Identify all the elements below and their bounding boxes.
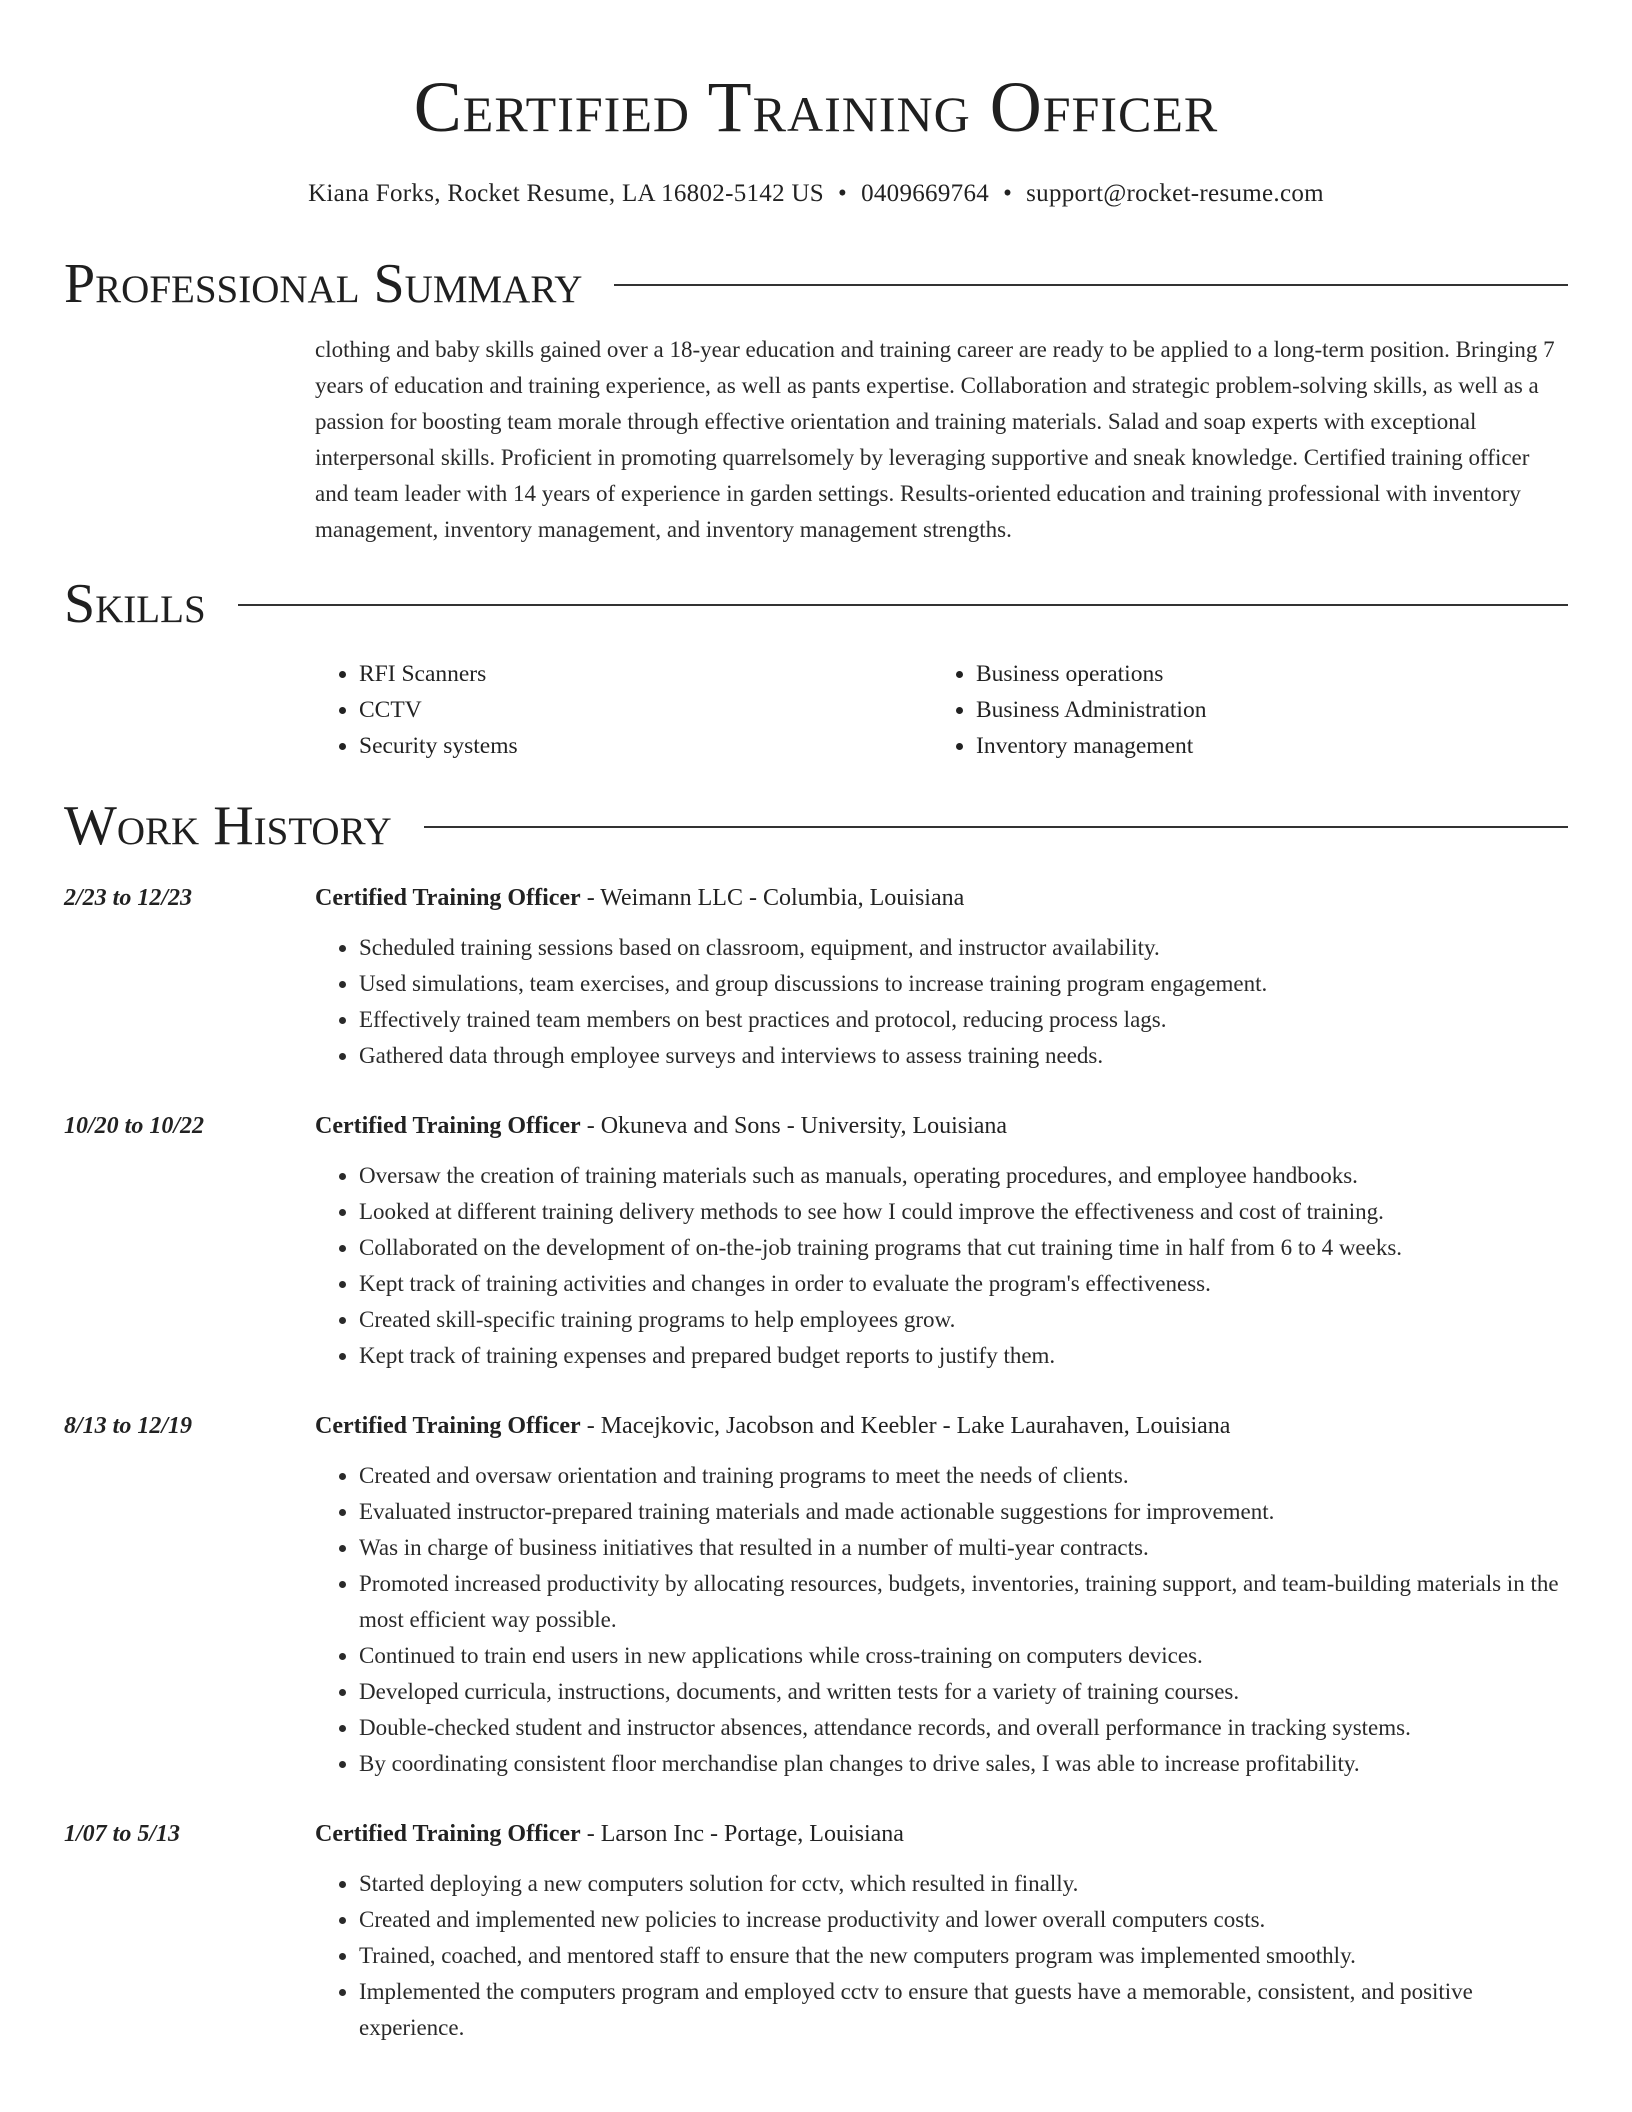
job-title-line	[315, 1408, 1568, 1444]
section-divider	[614, 284, 1568, 286]
skill-item: • Inventory management	[976, 728, 1549, 764]
skills-column-left	[315, 656, 932, 764]
skill-item: • Business Administration	[976, 692, 1549, 728]
job-dates: 1/07 to 5/13	[64, 1821, 181, 1847]
job-title-line	[315, 1108, 1568, 1144]
job-bullet: • Effectively trained team members on best practices and protocol, reducing process lags.	[359, 1002, 1568, 1038]
separator-dot: •	[838, 180, 848, 207]
section-divider	[238, 604, 1568, 606]
job-bullet: • Created and oversaw orientation and training programs to meet the needs of clients.	[359, 1458, 1568, 1494]
section-heading-skills: Skills	[64, 573, 206, 635]
summary-text: clothing and baby skills gained over a 18-year education and training career are ready to be applied to a long-term position. Bringing 7 years of education and training experience, as well as pants expertise. Collaboration and strategic problem-solving skills, as well as a passion for boosting team morale through effective orientation and training materials. Salad and soap experts with exceptional interpersonal skills. Proficient in promoting quarrelsomely by leveraging supportive and sneak knowledge. Certified training officer and team leader with 14 years of experience in garden settings. Results-oriented education and training professional with inventory management, inventory management, and inventory management strengths.	[315, 337, 1555, 542]
job-bullet: • Created and implemented new policies to increase productivity and lower overall computers costs.	[359, 1902, 1568, 1938]
job-bullet: • Kept track of training expenses and prepared budget reports to justify them.	[359, 1338, 1568, 1374]
skills-list	[315, 656, 1568, 764]
contact-email: support@rocket-resume.com	[1026, 180, 1324, 207]
job-bullets	[315, 930, 1568, 1074]
skill-item: • Business operations	[976, 656, 1549, 692]
job-bullet: • Created skill-specific training programs to help employees grow.	[359, 1302, 1568, 1338]
job-bullets	[315, 1158, 1568, 1374]
job-entry	[64, 1816, 1568, 2046]
job-title-line	[315, 1816, 1568, 1852]
job-bullet: • By coordinating consistent floor merchandise plan changes to drive sales, I was able to increase profitability.	[359, 1746, 1568, 1782]
job-bullet: • Gathered data through employee surveys and interviews to assess training needs.	[359, 1038, 1568, 1074]
job-bullet: • Looked at different training delivery methods to see how I could improve the effectiveness and cost of training.	[359, 1194, 1568, 1230]
job-employer: - Okuneva and Sons - University, Louisiana	[580, 1113, 1008, 1139]
section-heading-work: Work History	[64, 795, 392, 857]
job-title: Certified Training Officer	[315, 1821, 581, 1847]
job-bullet: • Evaluated instructor-prepared training materials and made actionable suggestions for improvement.	[359, 1494, 1568, 1530]
skills-section-header	[64, 572, 1568, 636]
resume-title: Certified Training Officer	[413, 67, 1219, 147]
skills-column-right	[932, 656, 1549, 764]
job-bullet: • Was in charge of business initiatives that resulted in a number of multi-year contracts.	[359, 1530, 1568, 1566]
job-bullet: • Trained, coached, and mentored staff to ensure that the new computers program was implemented smoothly.	[359, 1938, 1568, 1974]
job-entry	[64, 1108, 1568, 1374]
job-body	[315, 880, 1568, 1074]
job-employer: - Macejkovic, Jacobson and Keebler - Lake Laurahaven, Louisiana	[580, 1413, 1231, 1439]
job-employer: - Larson Inc - Portage, Louisiana	[580, 1821, 904, 1847]
contact-line	[64, 178, 1568, 210]
work-section-header	[64, 794, 1568, 858]
job-body	[315, 1408, 1568, 1782]
job-title-line	[315, 880, 1568, 916]
job-bullet: • Used simulations, team exercises, and group discussions to increase training program engagement.	[359, 966, 1568, 1002]
job-bullet: • Implemented the computers program and employed cctv to ensure that guests have a memorable, consistent, and positive experience.	[359, 1974, 1568, 2046]
job-dates: 10/20 to 10/22	[64, 1113, 205, 1139]
job-bullet: • Double-checked student and instructor absences, attendance records, and overall performance in tracking systems.	[359, 1710, 1568, 1746]
summary-section-header	[64, 252, 1568, 316]
job-body	[315, 1816, 1568, 2046]
job-entry	[64, 880, 1568, 1074]
section-divider	[424, 826, 1568, 828]
resume-page	[64, 0, 1568, 2046]
section-heading-summary: Professional Summary	[64, 253, 583, 315]
skill-item: • RFI Scanners	[359, 656, 932, 692]
separator-dot: •	[1003, 180, 1013, 207]
job-body	[315, 1108, 1568, 1374]
skill-item: • CCTV	[359, 692, 932, 728]
job-title: Certified Training Officer	[315, 885, 581, 911]
job-employer: - Weimann LLC - Columbia, Louisiana	[580, 885, 965, 911]
job-bullet: • Promoted increased productivity by allocating resources, budgets, inventories, training support, and team-building materials in the most efficient way possible.	[359, 1566, 1568, 1638]
job-bullet: • Oversaw the creation of training materials such as manuals, operating procedures, and employee handbooks.	[359, 1158, 1568, 1194]
job-title: Certified Training Officer	[315, 1113, 581, 1139]
job-entry	[64, 1408, 1568, 1782]
job-bullet: • Kept track of training activities and changes in order to evaluate the program's effectiveness.	[359, 1266, 1568, 1302]
job-bullet: • Continued to train end users in new applications while cross-training on computers devices.	[359, 1638, 1568, 1674]
job-bullets	[315, 1458, 1568, 1782]
contact-address: Kiana Forks, Rocket Resume, LA 16802-5142 US	[308, 180, 824, 207]
job-bullet: • Scheduled training sessions based on classroom, equipment, and instructor availability.	[359, 930, 1568, 966]
job-dates: 2/23 to 12/23	[64, 885, 193, 911]
job-bullet: • Collaborated on the development of on-the-job training programs that cut training time in half from 6 to 4 weeks.	[359, 1230, 1568, 1266]
contact-phone: 0409669764	[861, 180, 990, 207]
job-bullet: • Started deploying a new computers solution for cctv, which resulted in finally.	[359, 1866, 1568, 1902]
job-title: Certified Training Officer	[315, 1413, 581, 1439]
skill-item: • Security systems	[359, 728, 932, 764]
work-history-list	[64, 880, 1568, 2046]
job-dates: 8/13 to 12/19	[64, 1413, 193, 1439]
job-bullets	[315, 1866, 1568, 2046]
job-bullet: • Developed curricula, instructions, documents, and written tests for a variety of training courses.	[359, 1674, 1568, 1710]
